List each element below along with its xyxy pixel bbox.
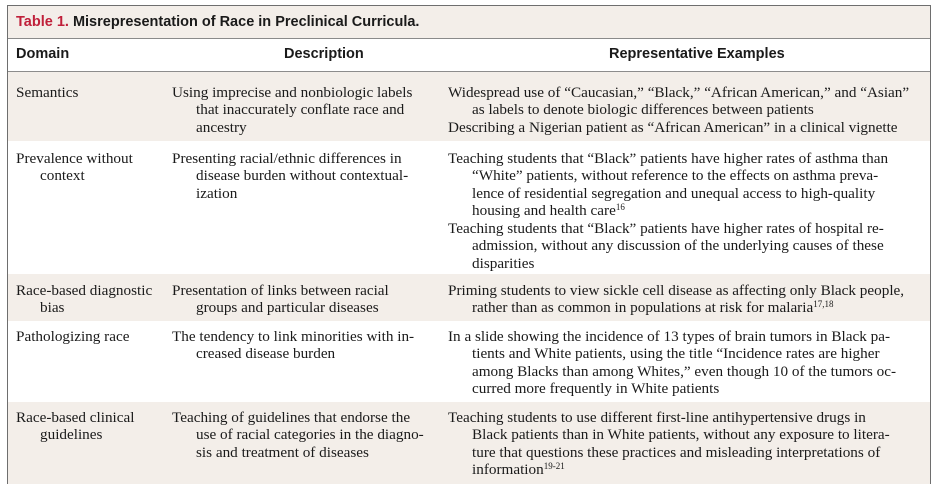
row-domain: Race-based clinical guidelines: [16, 409, 135, 444]
row-description: Presentation of links between racial groups and particular diseases: [172, 282, 389, 317]
row-example: Describing a Nigerian patient as “African American” in a clinical vignette: [448, 119, 898, 136]
row-description: Using imprecise and nonbiologic labels that inaccurately conflate race and ancestry: [172, 84, 413, 136]
row-description: Presenting racial/ethnic differences in disease burden without contextual- ization: [172, 150, 409, 202]
row-example: Teaching students to use different first-line antihypertensive drugs in Black patients than in White patients, without any exposure to litera- ture that questions these practices and misleading interpretations of information$^{19-21}$: [448, 409, 890, 479]
table-title: [8, 6, 930, 39]
row-example: Teaching students that “Black” patients have higher rates of hospital re- admission, without any discussion of the underlying causes of these disparities: [448, 220, 884, 272]
row-example: In a slide showing the incidence of 13 types of brain tumors in Black pa- tients and White patients, using the title “Incidence rates are higher among Blacks than among Whites,” even though 10 of the tumors oc- curred more frequently in White patients: [448, 328, 897, 398]
table-row: [8, 274, 930, 321]
header-examples: Representative Examples: [609, 46, 785, 62]
row-example: Teaching students that “Black” patients have higher rates of asthma than “White” patients, without reference to the effects on asthma preva- lence of residential segregation and unequal access to high-quality housing and health care$^{16}$: [448, 150, 889, 220]
row-description: The tendency to link minorities with in- creased disease burden: [172, 328, 415, 363]
row-domain: Semantics: [16, 84, 79, 101]
table-row: [8, 321, 930, 402]
row-domain: Prevalence without context: [16, 150, 133, 185]
row-domain: Race-based diagnostic bias: [16, 282, 153, 317]
table-row: [8, 402, 930, 484]
header-domain: Domain: [16, 46, 70, 62]
row-domain: Pathologizing race: [16, 328, 130, 345]
row-example: Priming students to view sickle cell disease as affecting only Black people, rather than as common in populations at risk for malaria$^{17,18}$: [448, 282, 905, 317]
table-number: Table 1.: [16, 14, 69, 30]
header-description: Description: [284, 46, 364, 62]
table-title-text: Misrepresentation of Race in Preclinical Curricula.: [72, 14, 420, 30]
row-description: Teaching of guidelines that endorse the use of racial categories in the diagno- sis and treatment of diseases: [172, 409, 424, 461]
table-row: [8, 141, 930, 274]
row-example: Widespread use of “Caucasian,” “Black,” “African American,” and “Asian” as labels to denote biologic differences between patients: [448, 84, 910, 119]
table-row: [8, 72, 930, 141]
table-figure: [7, 5, 931, 484]
